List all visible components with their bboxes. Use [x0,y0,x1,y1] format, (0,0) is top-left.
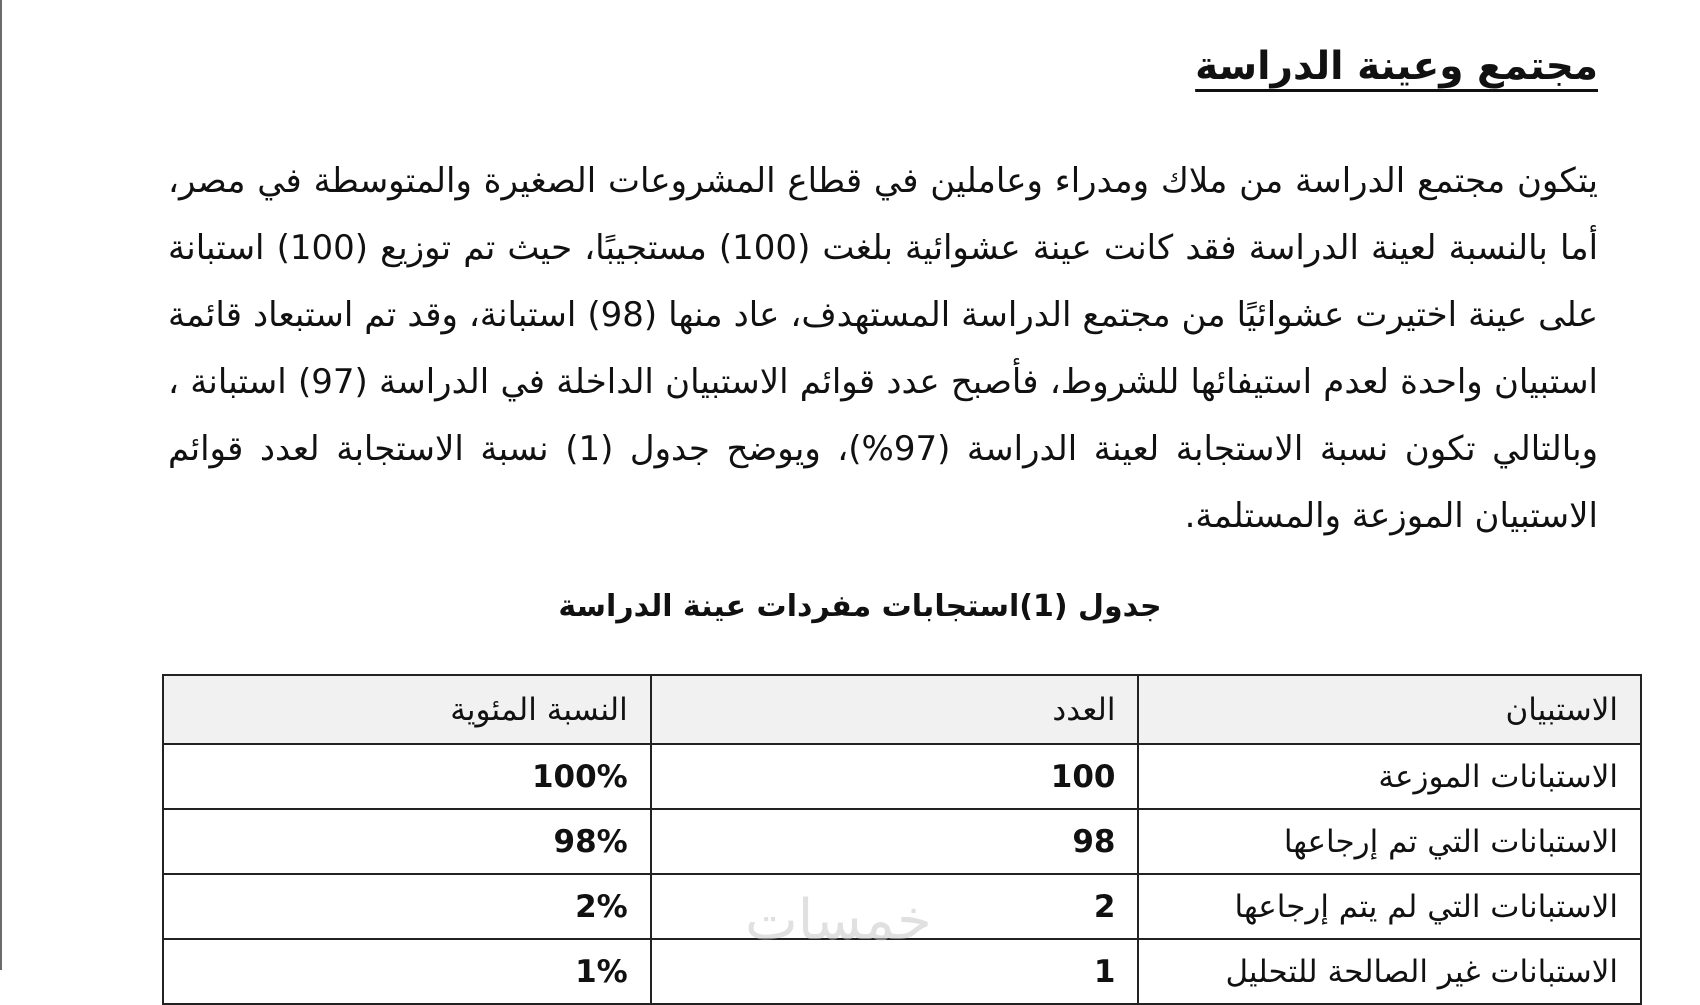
header-questionnaire: الاستبيان [1138,675,1641,744]
responses-table [162,674,1642,1005]
row-count: 100 [651,744,1139,809]
row-percentage: 1% [163,939,651,1004]
table-header-row [163,675,1641,744]
body-paragraph: يتكون مجتمع الدراسة من ملاك ومدراء وعاملين في قطاع المشروعات الصغيرة والمتوسطة في مصر، أما بالنسبة لعينة الدراسة فقد كانت عينة عشوائية بلغت (100) مستجيبًا، حيث تم توزيع (100) استبانة على عينة اختيرت عشوائيًا من مجتمع الدراسة المستهدف، عاد منها (98) استبانة، وقد تم استبعاد قائمة استبيان واحدة لعدم استيفائها للشروط، فأصبح عدد قوائم الاستبيان الداخلة في الدراسة (97) استبانة ، وبالتالي تكون نسبة الاستجابة لعينة الدراسة (97%)، ويوضح جدول (1) نسبة الاستجابة لعدد قوائم الاستبيان الموزعة والمستلمة. [168,161,1599,536]
row-label: الاستبانات غير الصالحة للتحليل [1138,939,1641,1004]
row-count: 1 [651,939,1139,1004]
row-label: الاستبانات التي لم يتم إرجاعها [1138,874,1641,939]
site-watermark: خمسات [745,888,932,953]
section-title: مجتمع وعينة الدراسة [1195,44,1598,89]
row-count: 2 [651,874,1139,939]
row-percentage: 98% [163,809,651,874]
table-row [163,744,1641,809]
row-label: الاستبانات التي تم إرجاعها [1138,809,1641,874]
row-percentage: 2% [163,874,651,939]
table-caption: جدول (1)استجابات مفردات عينة الدراسة [558,589,1162,624]
table-row [163,809,1641,874]
row-label: الاستبانات الموزعة [1138,744,1641,809]
row-count: 98 [651,809,1139,874]
header-percentage: النسبة المئوية [163,675,651,744]
row-percentage: 100% [163,744,651,809]
header-count: العدد [651,675,1139,744]
